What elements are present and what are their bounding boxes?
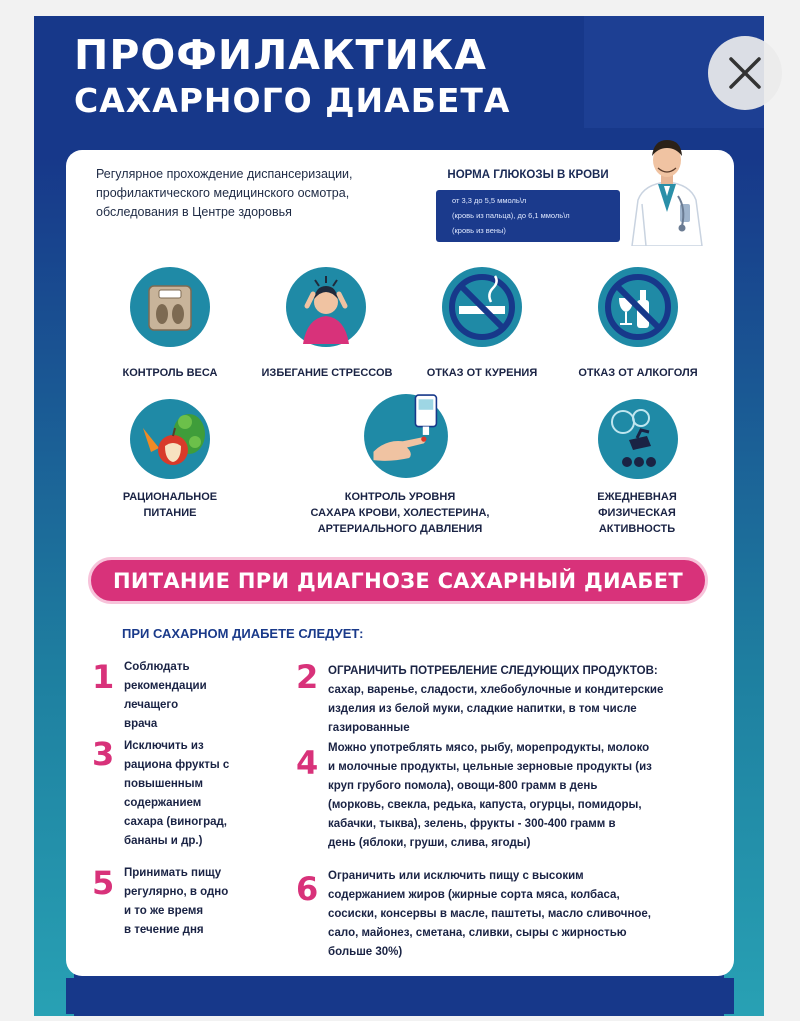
glucose-norm-box xyxy=(436,190,620,242)
item-line: регулярно, в одно xyxy=(124,886,229,898)
item-line: бананы и др.) xyxy=(124,835,203,847)
item-line: содержанием xyxy=(124,797,202,809)
item-line: изделия из белой муки, сладкие напитки, в том числе xyxy=(328,703,637,715)
item-number: 5 xyxy=(92,864,115,902)
item-line: сало, майонез, сметана, сливки, сыры с жирностью xyxy=(328,927,627,939)
icon-label-nutrition xyxy=(100,489,240,521)
item-line: в течение дня xyxy=(124,924,204,936)
icon-label-weight: КОНТРОЛЬ ВЕСА xyxy=(122,367,218,379)
icon-label-line: ФИЗИЧЕСКАЯ xyxy=(598,507,676,519)
icon-label-line: САХАРА КРОВИ, ХОЛЕСТЕРИНА, xyxy=(310,507,490,519)
icon-label-line: ПИТАНИЕ xyxy=(143,507,197,519)
item-heading: ОГРАНИЧИТЬ ПОТРЕБЛЕНИЕ СЛЕДУЮЩИХ ПРОДУКТОВ: xyxy=(328,665,658,677)
item-line: и то же время xyxy=(124,905,204,917)
nutrition-banner: ПИТАНИЕ ПРИ ДИАГНОЗЕ САХАРНЫЙ ДИАБЕТ xyxy=(88,557,708,604)
doctor-icon xyxy=(624,134,710,246)
item-line: рациона фрукты с xyxy=(124,759,230,771)
item-number: 6 xyxy=(296,870,319,908)
item-line: сахара (виноград, xyxy=(124,816,227,828)
icon-label-line: АКТИВНОСТЬ xyxy=(598,523,676,535)
nutrition-subheading: ПРИ САХАРНОМ ДИАБЕТЕ СЛЕДУЕТ: xyxy=(122,626,364,641)
no-smoking-icon xyxy=(441,266,523,348)
item-line: содержанием жиров (жирные сорта мяса, колбаса, xyxy=(328,889,620,901)
item-line: Ограничить или исключить пищу с высоким xyxy=(328,870,584,882)
item-6-text xyxy=(328,867,718,962)
item-line: день (яблоки, груши, слива, ягоды) xyxy=(328,837,531,849)
item-number: 2 xyxy=(296,658,319,696)
icon-label-line: АРТЕРИАЛЬНОГО ДАВЛЕНИЯ xyxy=(317,523,483,535)
item-number: 1 xyxy=(92,658,115,696)
item-line: врача xyxy=(124,718,158,730)
close-icon xyxy=(726,54,764,92)
item-number: 4 xyxy=(296,744,319,782)
scale-icon xyxy=(129,266,211,348)
item-line: круп грубого помола), овощи-800 грамм в день xyxy=(328,780,598,792)
stress-icon xyxy=(285,266,367,348)
icon-label-line: РАЦИОНАЛЬНОЕ xyxy=(122,491,218,503)
item-3-text xyxy=(124,737,284,851)
item-4-text xyxy=(328,739,718,853)
icon-label-line: ЕЖЕДНЕВНАЯ xyxy=(597,491,677,503)
glucose-norm-title: НОРМА ГЛЮКОЗЫ В КРОВИ xyxy=(447,169,609,181)
item-5-text xyxy=(124,864,284,940)
icon-label-monitoring xyxy=(294,489,506,537)
healthy-food-icon xyxy=(129,398,211,480)
item-line: газированные xyxy=(328,722,410,734)
glucose-norm-line: (кровь из вены) xyxy=(452,226,506,235)
icon-label-line: КОНТРОЛЬ УРОВНЯ xyxy=(344,491,456,503)
activity-icon xyxy=(597,398,679,480)
item-line: Принимать пищу xyxy=(124,867,222,879)
poster-title xyxy=(74,30,510,122)
item-1-text xyxy=(124,658,284,734)
icon-label-activity xyxy=(566,489,708,537)
checkup-recommendation: Регулярное прохождение диспансеризации, профилактического медицинского осмотра, обследования в Центре здоровья xyxy=(96,167,353,219)
glucometer-icon xyxy=(363,393,449,479)
item-line: Исключить из xyxy=(124,740,204,752)
item-number: 3 xyxy=(92,735,115,773)
item-line: повышенным xyxy=(124,778,204,790)
item-line: и молочные продукты, цельные зерновые продукты (из xyxy=(328,761,652,773)
icon-label-stress: ИЗБЕГАНИЕ СТРЕССОВ xyxy=(261,367,393,379)
icon-label-alcohol: ОТКАЗ ОТ АЛКОГОЛЯ xyxy=(578,367,698,379)
item-line: Соблюдать xyxy=(124,661,190,673)
item-line: Можно употреблять мясо, рыбу, морепродукты, молоко xyxy=(328,742,650,754)
poster-title-line2: САХАРНОГО ДИАБЕТА xyxy=(74,81,511,120)
item-line: (морковь, свекла, редька, капуста, огурцы, помидоры, xyxy=(328,799,642,811)
item-2-text xyxy=(328,662,718,738)
icon-label-smoking: ОТКАЗ ОТ КУРЕНИЯ xyxy=(426,367,538,379)
poster-bottom-strip xyxy=(66,978,734,1014)
item-line: сосиски, консервы в масле, паштеты, масло сливочное, xyxy=(328,908,652,920)
no-alcohol-icon xyxy=(597,266,679,348)
close-button[interactable] xyxy=(708,36,782,110)
item-line: рекомендации xyxy=(124,680,207,692)
item-line: больше 30%) xyxy=(328,946,403,958)
glucose-norm-line: (кровь из пальца), до 6,1 ммоль\л xyxy=(452,211,570,220)
item-line: кабачки, тыква), зелень, фрукты - 300-400 грамм в xyxy=(328,818,616,830)
glucose-norm-line: от 3,3 до 5,5 ммоль\л xyxy=(452,196,527,205)
item-line: лечащего xyxy=(124,699,179,711)
poster-title-line1: ПРОФИЛАКТИКА xyxy=(74,31,488,79)
item-line: сахар, варенье, сладости, хлебобулочные и кондитерские xyxy=(328,684,664,696)
